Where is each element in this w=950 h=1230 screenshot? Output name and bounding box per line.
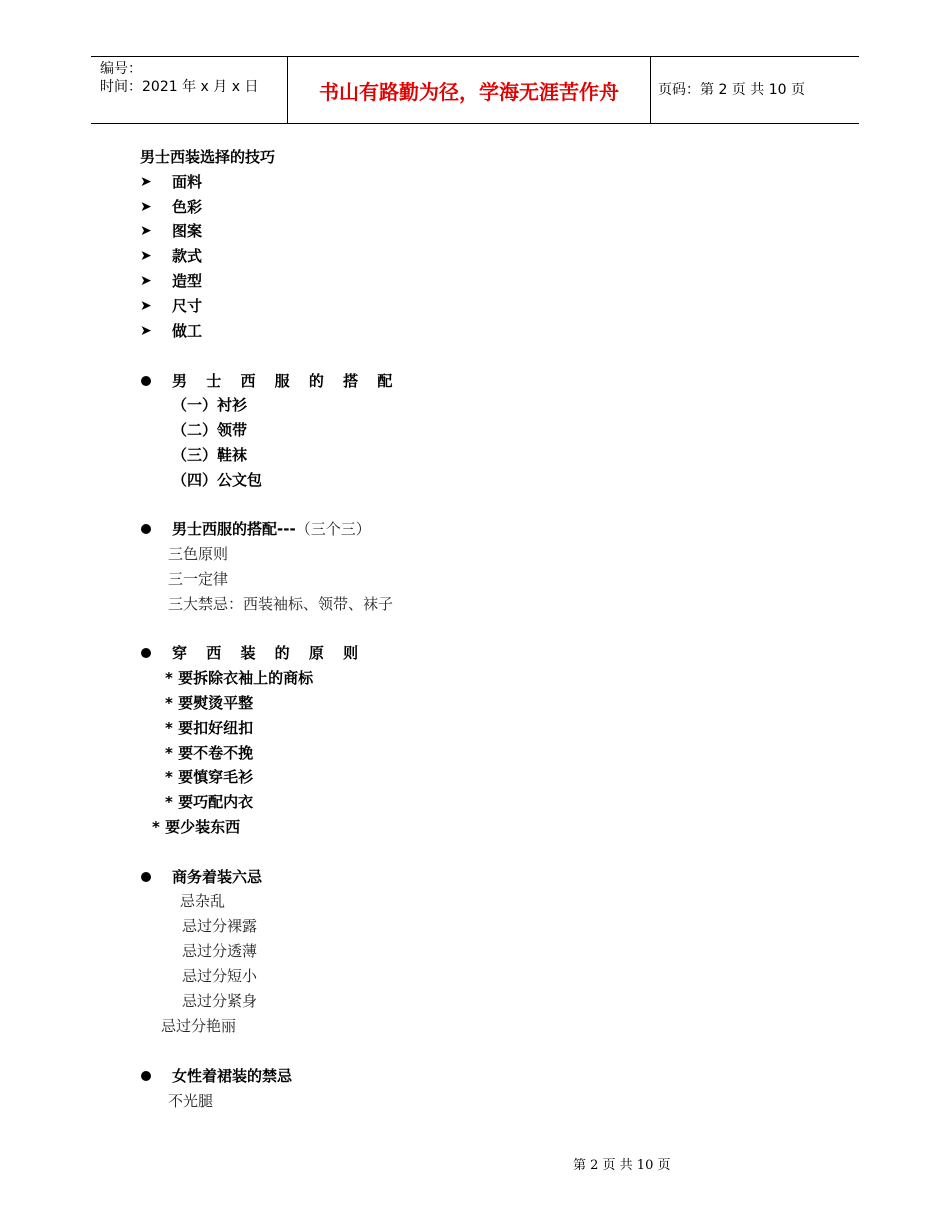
arrow-bullet-icon: ➤ (140, 273, 152, 289)
list-item: * 要熨烫平整 (165, 694, 254, 712)
dot-bullet-icon (141, 648, 151, 658)
three-title-main: 男士西服的搭配--- (172, 520, 296, 538)
header-motto-cell (287, 57, 651, 123)
number-label: 编号： (100, 61, 142, 77)
list-item: 面料 (172, 173, 203, 191)
dot-bullet-icon (141, 524, 151, 534)
list-item: 不光腿 (168, 1092, 214, 1110)
arrow-bullet-icon: ➤ (140, 248, 152, 264)
page-label: 页码：第 2 页 共 10 页 (658, 82, 805, 98)
list-item: 忌过分透薄 (182, 942, 258, 960)
arrow-bullet-icon: ➤ (140, 323, 152, 339)
dot-bullet-icon (141, 1071, 151, 1081)
list-item: 三大禁忌：西装袖标、领带、袜子 (168, 595, 394, 613)
header-page-cell (650, 57, 859, 123)
list-item: （一）衬衫 (172, 396, 248, 414)
list-item: 三一定律 (168, 570, 229, 588)
list-item: （二）领带 (172, 421, 248, 439)
list-item: 色彩 (172, 198, 203, 216)
list-item: 忌杂乱 (180, 892, 226, 910)
list-item: 款式 (172, 247, 203, 265)
list-item: * 要扣好纽扣 (165, 719, 254, 737)
list-item: 做工 (172, 322, 203, 340)
list-item: 图案 (172, 222, 203, 240)
list-item: * 要慎穿毛衫 (165, 768, 254, 786)
list-item: 三色原则 (168, 545, 229, 563)
three-title-note: （三个三） (295, 520, 371, 538)
list-item: 忌过分裸露 (182, 917, 258, 935)
list-item: 忌过分紧身 (182, 992, 258, 1010)
arrow-bullet-icon: ➤ (140, 298, 152, 314)
taboo-title: 商务着装六忌 (172, 868, 263, 886)
list-item: * 要不卷不挽 (165, 744, 254, 762)
matching-title: 男 士 西 服 的 搭 配 (172, 372, 400, 390)
arrow-bullet-icon: ➤ (140, 223, 152, 239)
list-item: 忌过分艳丽 (161, 1017, 237, 1035)
dot-bullet-icon (141, 872, 151, 882)
list-item: * 要巧配内衣 (165, 793, 254, 811)
header-left-cell (91, 57, 287, 123)
list-item: * 要少装东西 (152, 818, 241, 836)
page-footer: 第 2 页 共 10 页 (573, 1158, 671, 1173)
skills-title: 男士西装选择的技巧 (140, 148, 276, 166)
skirt-title: 女性着裙装的禁忌 (172, 1067, 293, 1085)
list-item: * 要拆除衣袖上的商标 (165, 669, 314, 687)
arrow-bullet-icon: ➤ (140, 199, 152, 215)
list-item: 忌过分短小 (182, 967, 258, 985)
time-label: 时间：2021 年 x 月 x 日 (100, 79, 259, 95)
dot-bullet-icon (141, 376, 151, 386)
list-item: （三）鞋袜 (172, 446, 248, 464)
three-title (172, 519, 371, 539)
list-item: 造型 (172, 272, 203, 290)
arrow-bullet-icon: ➤ (140, 174, 152, 190)
page-header (91, 56, 859, 124)
list-item: （四）公文包 (172, 471, 263, 489)
principles-title: 穿 西 装 的 原 则 (172, 644, 366, 662)
motto: 书山有路勤为径，学海无涯苦作舟 (319, 80, 619, 104)
list-item: 尺寸 (172, 297, 203, 315)
